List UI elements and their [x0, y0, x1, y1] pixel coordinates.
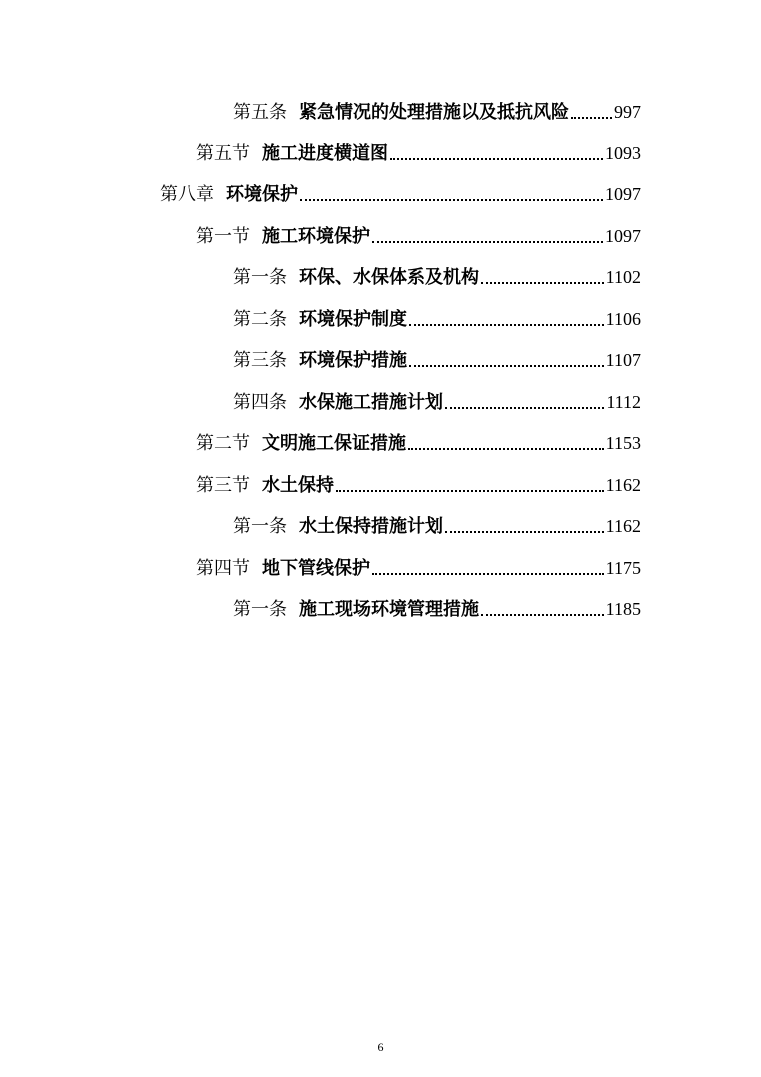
toc-entry[interactable] — [233, 340, 641, 372]
toc-entry-number: 第二条 — [233, 309, 287, 329]
toc-entry-title: 施工进度横道图 — [262, 143, 388, 163]
toc-entry-page: 997 — [614, 102, 641, 122]
toc-entry-title: 紧急情况的处理措施以及抵抗风险 — [299, 102, 569, 122]
toc-entry[interactable] — [196, 548, 641, 580]
dot-leader — [336, 489, 604, 492]
toc-entry-page: 1175 — [605, 558, 641, 578]
toc-entry-page: 1153 — [605, 433, 641, 453]
toc-entry-page: 1162 — [605, 475, 641, 495]
toc-entry-title: 施工现场环境管理措施 — [299, 599, 479, 619]
toc-entry-page: 1093 — [605, 143, 641, 163]
toc-entry[interactable] — [160, 174, 641, 206]
dot-leader — [481, 281, 604, 284]
toc-entry[interactable] — [233, 257, 641, 289]
toc-entry[interactable] — [196, 423, 641, 455]
dot-leader — [372, 572, 604, 575]
dot-leader — [390, 157, 603, 160]
toc-entry-number: 第三节 — [196, 475, 250, 495]
toc-entry-page: 1106 — [605, 309, 641, 329]
toc-entry-number: 第四条 — [233, 392, 287, 412]
toc-entry-number: 第一节 — [196, 226, 250, 246]
toc-entry-page: 1185 — [605, 599, 641, 619]
dot-leader — [445, 530, 604, 533]
toc-entry-title: 环境保护制度 — [299, 309, 407, 329]
toc-entry[interactable] — [196, 133, 641, 165]
toc-entry[interactable] — [233, 382, 641, 414]
toc-entry[interactable] — [196, 465, 641, 497]
toc-entry-number: 第三条 — [233, 350, 287, 370]
toc-entry-title: 水保施工措施计划 — [299, 392, 443, 412]
toc-entry-number: 第一条 — [233, 267, 287, 287]
toc-entry[interactable] — [196, 216, 641, 248]
toc-entry-title: 水土保持措施计划 — [299, 516, 443, 536]
dot-leader — [300, 198, 603, 201]
toc-entry[interactable] — [233, 299, 641, 331]
dot-leader — [409, 323, 604, 326]
toc-entry-page: 1112 — [606, 392, 641, 412]
toc-entry-page: 1162 — [605, 516, 641, 536]
toc-entry[interactable] — [233, 506, 641, 538]
toc-entry[interactable] — [233, 92, 641, 124]
dot-leader — [445, 406, 604, 409]
toc-entry-number: 第一条 — [233, 516, 287, 536]
page-number: 6 — [377, 1040, 384, 1054]
toc-entry-page: 1107 — [605, 350, 641, 370]
toc-entry-number: 第五条 — [233, 102, 287, 122]
dot-leader — [372, 240, 603, 243]
dot-leader — [408, 447, 604, 450]
toc-entry-title: 环境保护措施 — [299, 350, 407, 370]
toc-entry-page: 1102 — [605, 267, 641, 287]
toc-entry-title: 环境保护 — [226, 184, 298, 204]
toc-entry-title: 环保、水保体系及机构 — [299, 267, 479, 287]
toc-entry-title: 水土保持 — [262, 475, 334, 495]
dot-leader — [409, 364, 604, 367]
toc-entry-title: 文明施工保证措施 — [262, 433, 406, 453]
toc-entry-number: 第四节 — [196, 558, 250, 578]
dot-leader — [481, 613, 604, 616]
toc-entry-number: 第八章 — [160, 184, 214, 204]
toc-entry-number: 第二节 — [196, 433, 250, 453]
toc-entry-number: 第一条 — [233, 599, 287, 619]
dot-leader — [571, 116, 612, 119]
toc-entry-number: 第五节 — [196, 143, 250, 163]
toc-entry[interactable] — [233, 589, 641, 621]
toc-entry-title: 施工环境保护 — [262, 226, 370, 246]
toc-entry-page: 1097 — [605, 184, 641, 204]
toc-entry-title: 地下管线保护 — [262, 558, 370, 578]
toc-entry-page: 1097 — [605, 226, 641, 246]
